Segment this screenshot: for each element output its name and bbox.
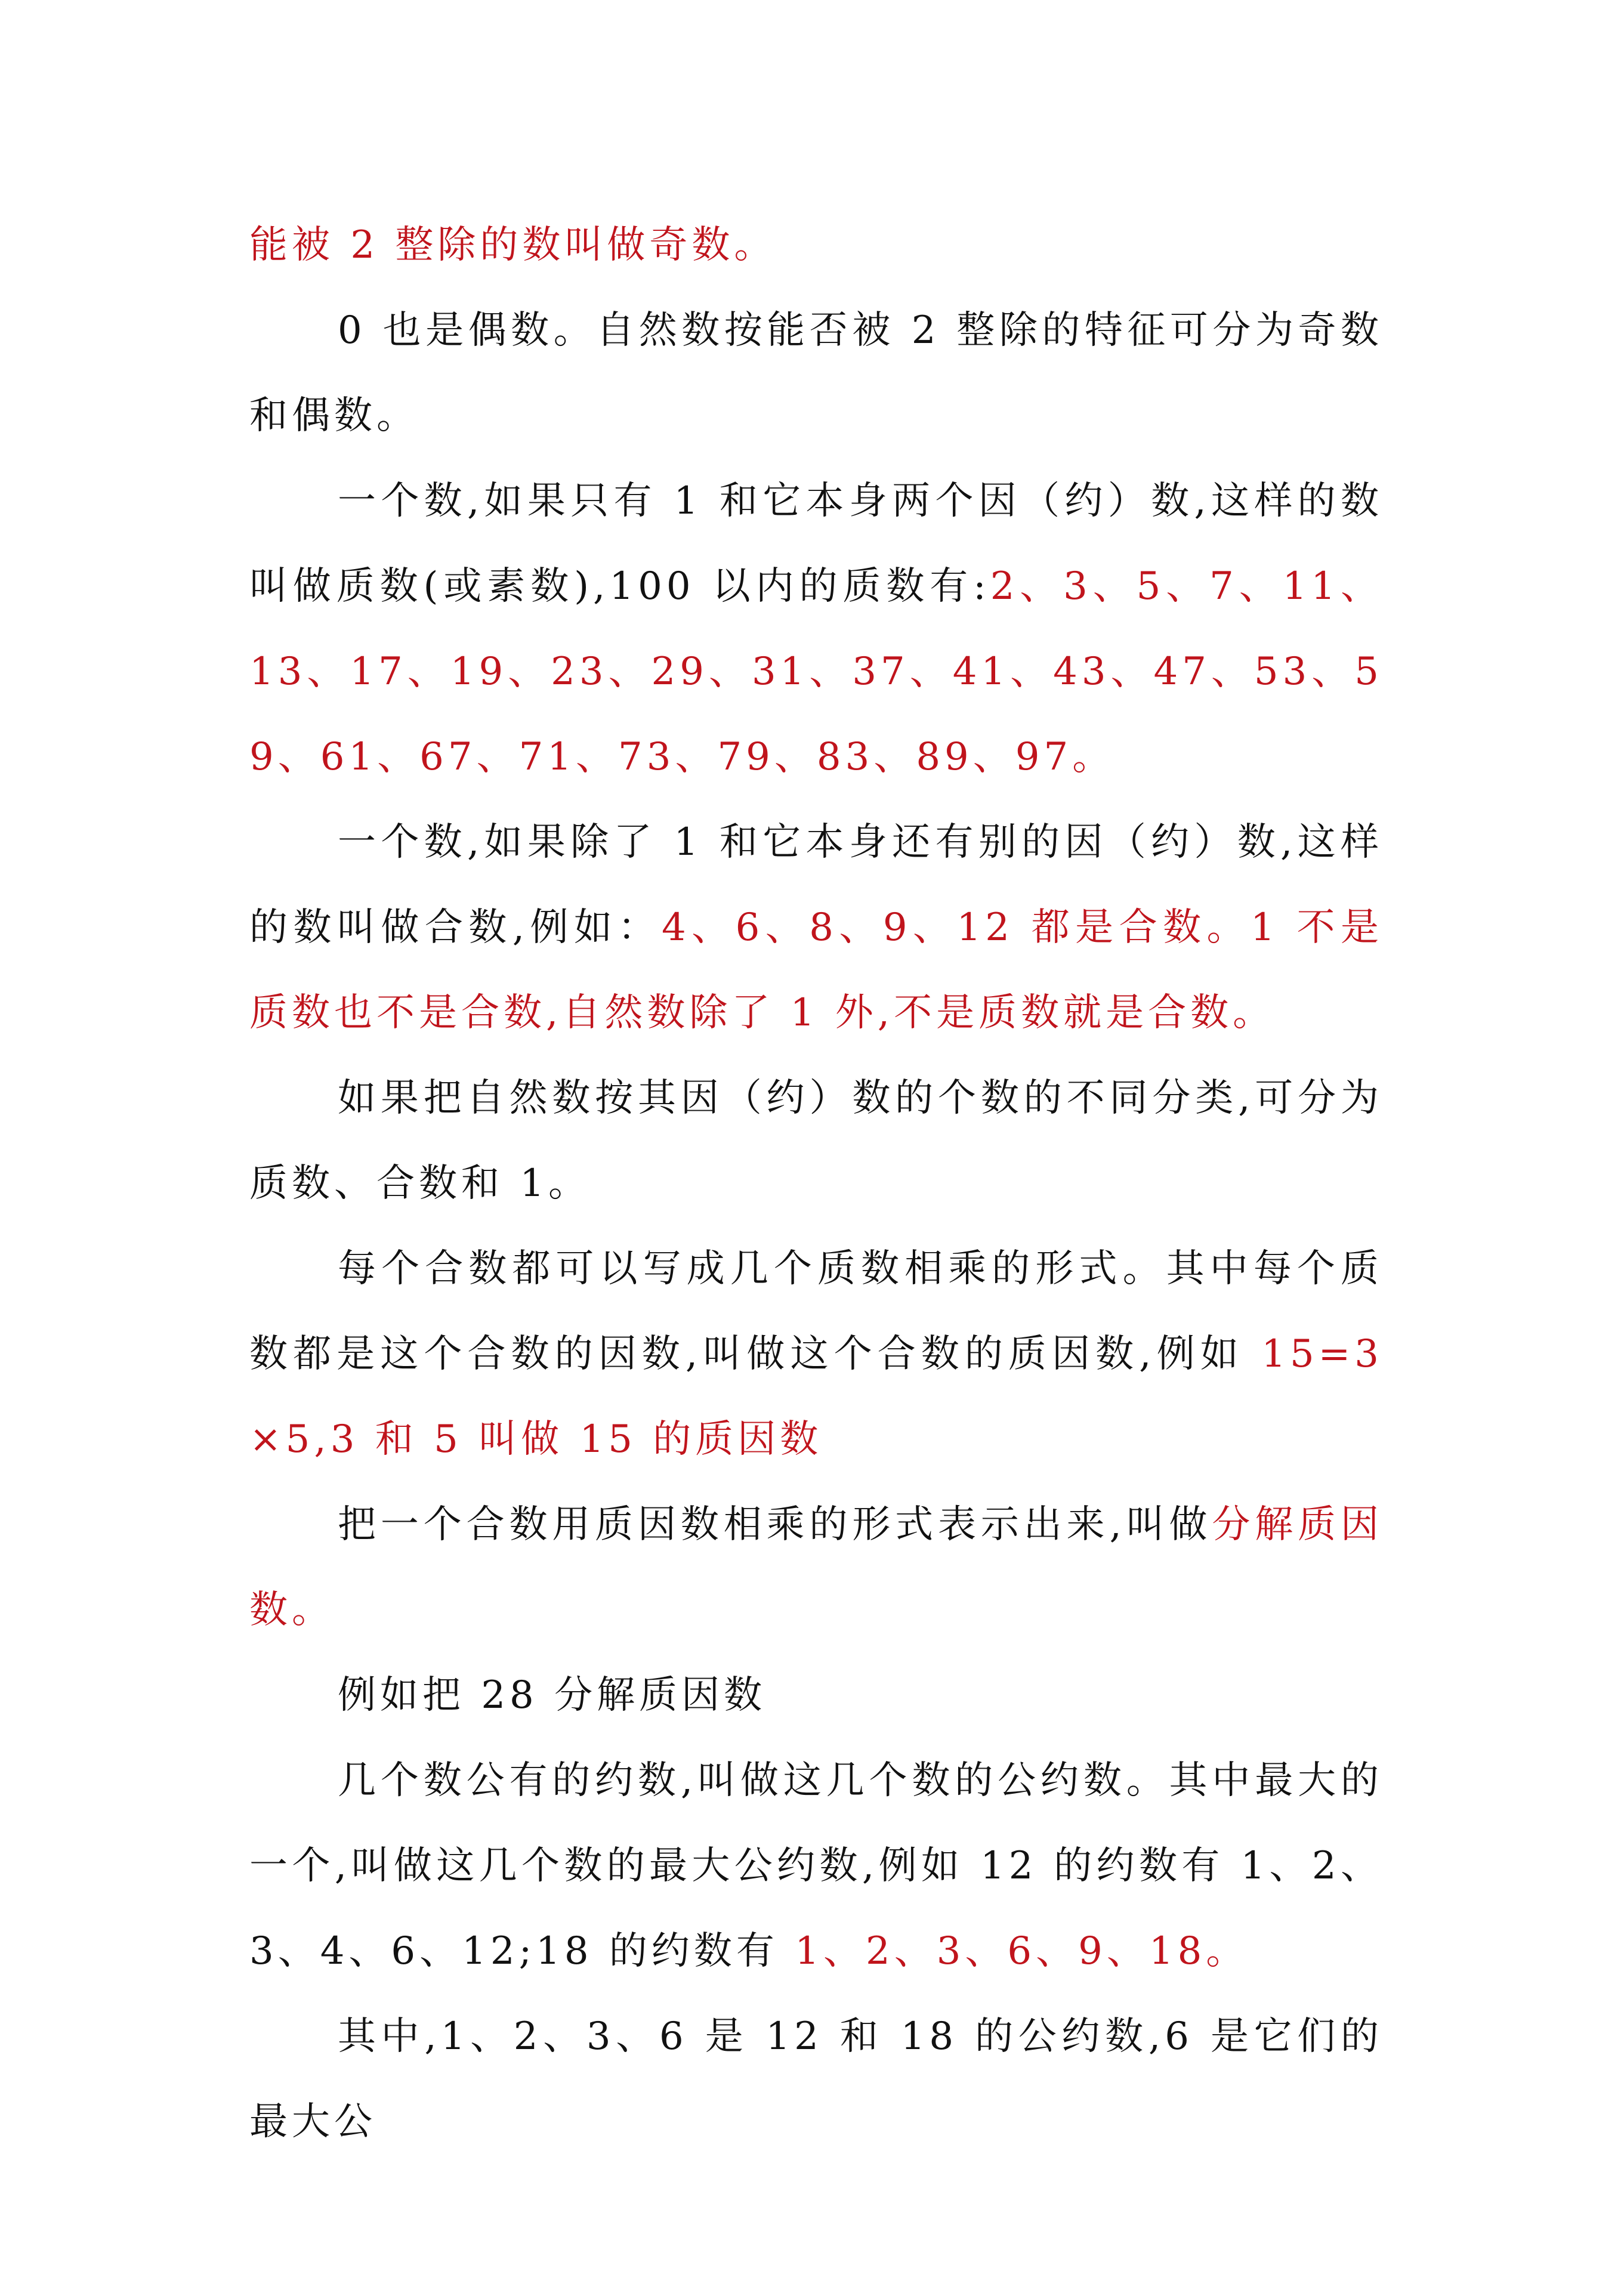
paragraph-factorization-definition: [249, 1482, 1383, 1653]
paragraph-gcd-example: [249, 1994, 1383, 2165]
body-text: 其中,1、2、3、6 是 12 和 18 的公约数,6 是它们的最大公: [249, 2014, 1383, 2144]
body-text: 把一个合数用质因数相乘的形式表示出来,叫做: [338, 1503, 1212, 1547]
paragraph-factorization-example: [249, 1653, 1383, 1738]
divisor-list: 1、2、3、6、9、18。: [795, 1929, 1249, 1973]
body-text: 几个数公有的约数,叫做这几个数的公约数。其中最大的一个,叫做这几个数的最大公约数,例如 12 的约数有 1、2、3、4、6、12;18 的约数有: [249, 1759, 1383, 1973]
document-body: [249, 203, 1383, 2165]
highlighted-text: 能被 2 整除的数叫做奇数。: [249, 223, 777, 267]
highlighted-term: 分解质因数。: [249, 1503, 1384, 1632]
body-text: 例如把 28 分解质因数: [338, 1673, 767, 1717]
body-text: 如果把自然数按其因（约）数的个数的不同分类,可分为质数、合数和 1。: [249, 1076, 1383, 1206]
prime-list: 2、3、5、7、11、13、17、19、23、29、31、37、41、43、47、53、59、61、67、71、73、79、83、89、97。: [249, 564, 1384, 779]
paragraph-odd-number-definition: [249, 203, 1383, 288]
paragraph-prime-factor-definition: [249, 1226, 1383, 1482]
highlighted-example: 15=3×5,3 和 5 叫做 15 的质因数: [249, 1332, 1383, 1461]
highlighted-text: 4、6、8、9、12 都是合数。1 不是质数也不是合数,自然数除了 1 外,不是质数就是合数。: [249, 906, 1384, 1035]
body-text: 0 也是偶数。自然数按能否被 2 整除的特征可分为奇数和偶数。: [249, 308, 1383, 438]
paragraph-composite-definition: [249, 800, 1383, 1056]
body-text: 一个数,如果除了 1 和它本身还有别的因（约）数,这样的数叫做合数,例如：: [249, 820, 1383, 950]
body-text: 每个合数都可以写成几个质数相乘的形式。其中每个质数都是这个合数的因数,叫做这个合数的质因数,例如: [249, 1247, 1383, 1376]
body-text: 一个数,如果只有 1 和它本身两个因（约）数,这样的数叫做质数(或素数),100 以内的质数有:: [249, 479, 1383, 608]
paragraph-prime-definition: [249, 459, 1383, 800]
paragraph-gcd-definition: [249, 1738, 1383, 1994]
paragraph-zero-even: [249, 288, 1383, 459]
paragraph-classification: [249, 1056, 1383, 1226]
